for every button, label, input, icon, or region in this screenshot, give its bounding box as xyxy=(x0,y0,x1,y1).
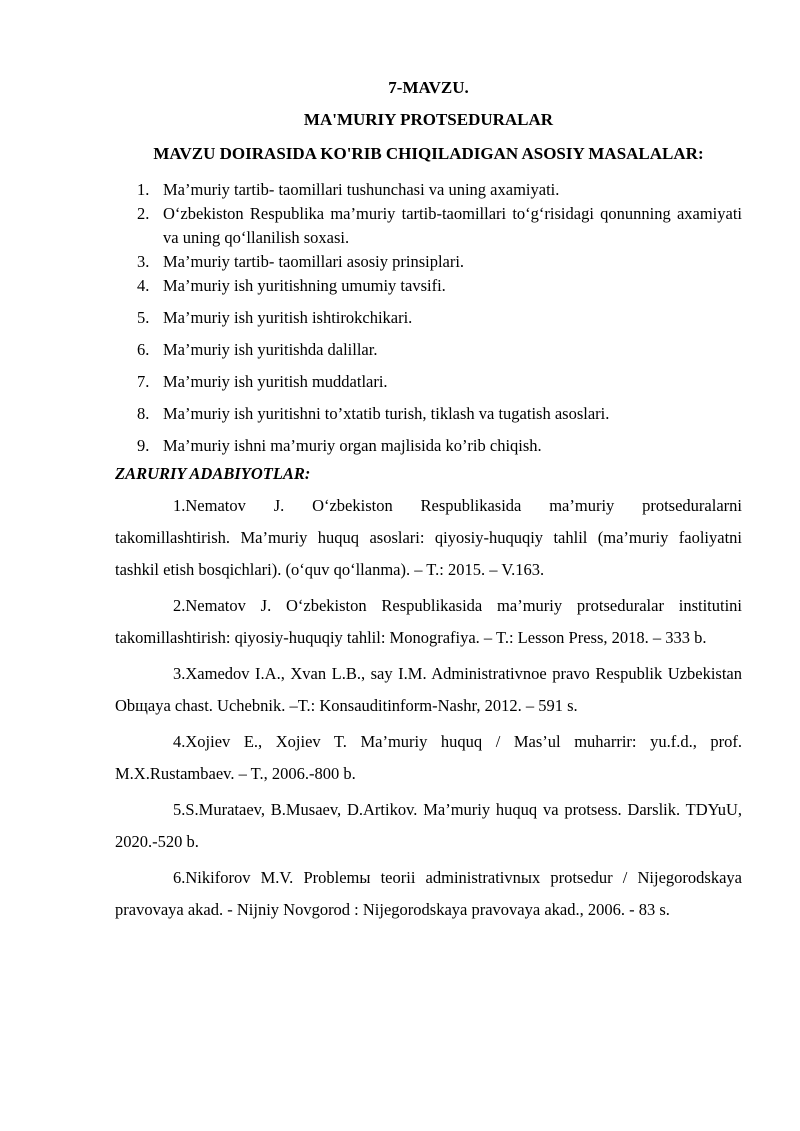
topic-number: 9. xyxy=(137,436,150,455)
reference-text: S.Murataev, B.Musaev, D.Artikov. Ma’muriy huquq va protsess. Darslik. TDYuU, 2020.-520 b. xyxy=(115,800,742,851)
reference-text: Nematov J. O‘zbekiston Respublikasida ma’muriy protseduralar institutini takomillashtirish: qiyosiy-huquqiy tahlil: Monografiya. – T.: Lesson Press, 2018. – 333 b. xyxy=(115,596,742,647)
topic-item xyxy=(115,306,742,330)
reference-item xyxy=(115,726,742,790)
reference-number: 1. xyxy=(173,496,186,515)
topic-text: O‘zbekiston Respublika ma’muriy tartib-taomillari to‘g‘risidagi qonunning axamiyati va uning qo‘llanilish soxasi. xyxy=(163,204,742,247)
document-title: MA'MURIY PROTSEDURALAR xyxy=(303,110,554,129)
topic-number: 7. xyxy=(137,372,150,391)
topic-item xyxy=(115,338,742,362)
topic-text: Ma’muriy ish yuritishda dalillar. xyxy=(163,340,378,359)
topic-item xyxy=(115,202,742,250)
reference-number: 6. xyxy=(173,868,186,887)
topic-number: 4. xyxy=(137,276,150,295)
topic-number: 5. xyxy=(137,308,150,327)
references-list xyxy=(115,490,742,926)
topic-text: Ma’muriy ish yuritishni to’xtatib turish, tiklash va tugatish asoslari. xyxy=(163,404,610,423)
reference-text: Nematov J. O‘zbekiston Respublikasida ma’muriy protseduralarni takomillashtirish. Ma’muriy huquq asoslari: qiyosiy-huquqiy tahlil (ma’muriy faoliyatni tashkil etish bosqichlari). (o‘quv qo‘llanma). – T.: 2015. – V.163. xyxy=(115,496,742,579)
topic-text: Ma’muriy ish yuritish ishtirokchikari. xyxy=(163,308,413,327)
reference-item xyxy=(115,490,742,586)
topics-list xyxy=(115,178,742,458)
topics-subtitle: MAVZU DOIRASIDA KO'RIB CHIQILADIGAN ASOSIY MASALALAR: xyxy=(153,144,704,163)
topic-number-heading: 7-MAVZU. xyxy=(388,78,469,97)
reference-text: Nikiforov M.V. Problemы teorii administrativnых protsedur / Nijegorodskaya pravovaya akad. - Nijniy Novgorod : Nijegorodskaya pravovaya akad., 2006. - 83 s. xyxy=(115,868,742,919)
topic-item xyxy=(115,402,742,426)
topic-number: 8. xyxy=(137,404,150,423)
reference-item xyxy=(115,794,742,858)
reference-item xyxy=(115,590,742,654)
topic-text: Ma’muriy ish yuritish muddatlari. xyxy=(163,372,388,391)
document-page xyxy=(115,78,742,930)
reference-number: 4. xyxy=(173,732,186,751)
topic-number: 1. xyxy=(137,180,150,199)
topic-item xyxy=(115,178,742,202)
topic-text: Ma’muriy tartib- taomillari tushunchasi va uning axamiyati. xyxy=(163,180,560,199)
topic-item xyxy=(115,370,742,394)
topic-text: Ma’muriy tartib- taomillari asosiy prinsiplari. xyxy=(163,252,465,271)
literature-heading: ZARURIY ADABIYOTLAR: xyxy=(115,464,311,483)
topic-text: Ma’muriy ish yuritishning umumiy tavsifi. xyxy=(163,276,446,295)
reference-text: Xojiev E., Xojiev T. Ma’muriy huquq / Mas’ul muharrir: yu.f.d., prof. M.X.Rustambaev. – T., 2006.-800 b. xyxy=(115,732,742,783)
topic-item xyxy=(115,250,742,274)
reference-text: Xamedov I.A., Xvan L.B., say I.M. Administrativnoe pravo Respublik Uzbekistan Obщaya chast. Uchebnik. –T.: Konsauditinform-Nashr, 2012. – 591 s. xyxy=(115,664,742,715)
topic-number: 2. xyxy=(137,204,150,223)
reference-item xyxy=(115,658,742,722)
topic-number: 3. xyxy=(137,252,150,271)
topic-text: Ma’muriy ishni ma’muriy organ majlisida ko’rib chiqish. xyxy=(163,436,542,455)
reference-number: 2. xyxy=(173,596,186,615)
topic-number: 6. xyxy=(137,340,150,359)
topic-item xyxy=(115,434,742,458)
topic-item xyxy=(115,274,742,298)
reference-item xyxy=(115,862,742,926)
reference-number: 5. xyxy=(173,800,186,819)
reference-number: 3. xyxy=(173,664,186,683)
